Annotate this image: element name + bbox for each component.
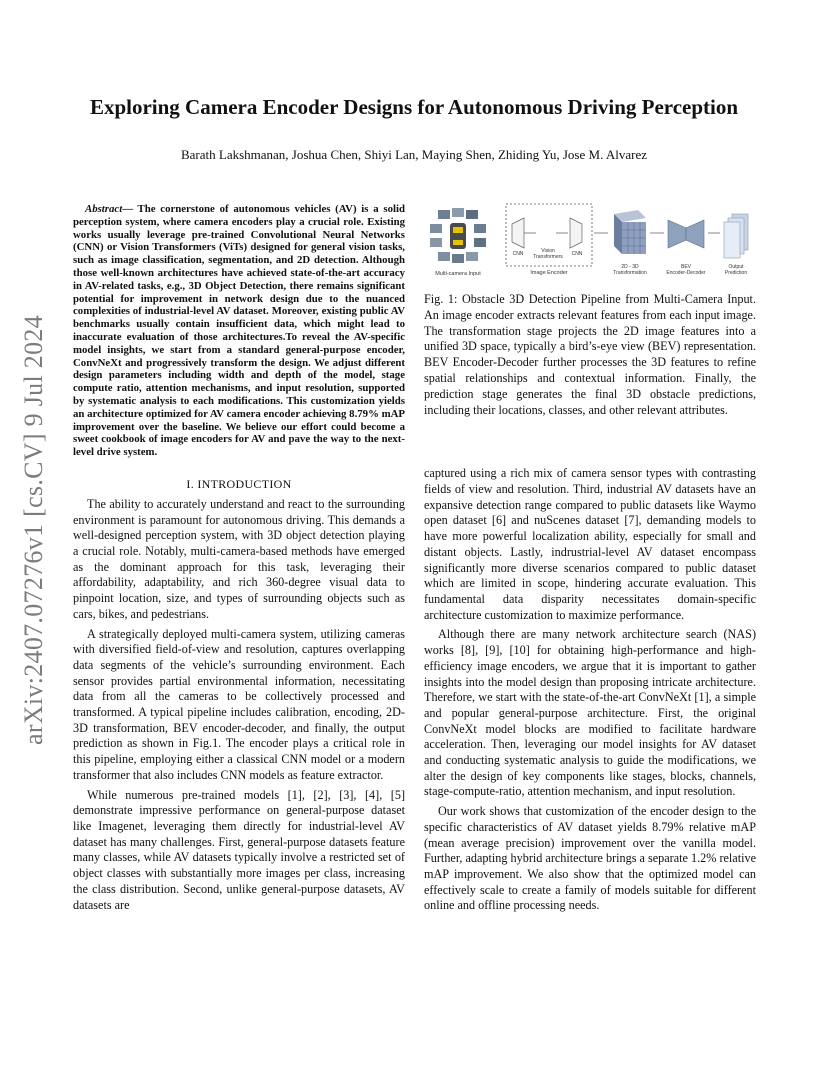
right-column — [424, 200, 756, 914]
abstract-label: Abstract — [85, 203, 123, 215]
label-2d-3d: 2D - 3D — [621, 264, 639, 270]
intro-paragraph-1: The ability to accurately understand and react to the surrounding environment is paramount for autonomous driving. This demands a well-designed perception system, with 3D object detection playing a crucial role. Notably, multi-camera-based methods have emerged as the dominant approach for this task, leveraging their affordability, adaptability, and rich 360-degree visual data to pinpoint location, size, and types of surrounding objects such as cars, bikes, and pedestrians. — [73, 496, 405, 621]
multi-camera-input-image — [430, 208, 486, 263]
abstract — [73, 203, 405, 459]
pipeline-diagram — [424, 200, 756, 284]
label-image-encoder: Image Encoder — [530, 270, 568, 276]
label-multi-camera-input: Multi-camera Input — [435, 271, 481, 277]
intro-paragraph-3: While numerous pre-trained models [1], [2], [3], [4], [5] demonstrate impressive performance on general-purpose dataset like Imagenet, leveraging them directly for industrial-level AV dataset has many challenges. First, general-purpose datasets feature many classes, while AV datasets typically involve a restricted set of object classes with substantially more images per class, increasing the class distribution. Second, unlike general-purpose datasets, AV datasets are — [73, 787, 405, 912]
transformation-cube — [614, 210, 646, 254]
bev-decoder-shape — [686, 220, 704, 248]
label-cnn-2: CNN — [571, 251, 583, 257]
right-paragraph-2: Although there are many network architecture search (NAS) works [8], [9], [10] for obtaining high-performance and high-efficiency image encoders, we argue that it is important to gather insights into the model design than proposing intricate architecture. Therefore, we start with the state-of-the-art ConvNeXt [1], a simple and popular general-purpose architecture. First, the original ConvNeXt model blocks are modified to facilitate hardware acceleration. Then, leveraging our model insights for AV dataset and conducting systematic analysis to guide the modifications, we alter the design of key components like stages, blocks, channels, stage-compute-ratio, attention mechanism, and input resolution. — [424, 627, 756, 799]
cnn-block-2 — [570, 218, 582, 248]
label-output: Output — [728, 264, 744, 270]
figure-caption: Fig. 1: Obstacle 3D Detection Pipeline from Multi-Camera Input. An image encoder extracts relevant features from each input image. The transformation stage projects the 2D image features into a unified 3D space, typically a bird’s-eye view (BEV) representation. BEV Encoder-Decoder further processes the 3D features to refine spatial relationships and contextual information. Finally, the prediction stage generates the final 3D obstacle predictions, including their locations, classes, and other relevant attributes. — [424, 292, 756, 417]
label-transformation: Transformation — [613, 270, 647, 276]
bev-encoder-shape — [668, 220, 686, 248]
label-prediction: Prediction — [724, 270, 748, 276]
label-encoder-decoder: Encoder-Decoder — [666, 270, 706, 276]
figure-pipeline — [424, 200, 756, 284]
cnn-block-1 — [512, 218, 524, 248]
right-paragraph-3: Our work shows that customization of the encoder design to the specific characteristics of AV dataset yields 8.79% relative mAP (mean average precision) improvement over the vanilla model. Further, adapting hybrid architecture brings a separate 1.2% relative mAP improvement. We also show that the optimized model can effectively scale to create a family of models suitable for different online and offline processing needs. — [424, 804, 756, 913]
arxiv-id: arXiv:2407.07276v1 [cs.CV] 9 Jul 2024 — [19, 315, 48, 745]
arxiv-watermark — [14, 300, 54, 760]
author-list: Barath Lakshmanan, Joshua Chen, Shiyi Lan, Maying Shen, Zhiding Yu, Jose M. Alvarez — [180, 147, 647, 162]
right-paragraph-1: captured using a rich mix of camera sensor types with contrasting fields of view and resolution. Third, industrial AV datasets have an expansive detection range compared to public datasets like Waymo open dataset [6] and nuScenes dataset [7], demanding models to have more powerful localization ability, especially for small and distant objects. Lastly, indrustrial-level AV dataset encompass significantly more diverse scenarios compared to public dataset which are limited in scope, hindering accurate evaluation. This fundamental data disparity necessitates domain-specific architecture customization to maximize performance. — [424, 466, 756, 622]
left-column — [73, 203, 405, 913]
output-prediction-stack — [724, 214, 748, 258]
label-bev: BEV — [680, 264, 692, 270]
label-cnn-1: CNN — [512, 251, 524, 257]
abstract-text: — The cornerstone of autonomous vehicles (AV) is a solid perception system, where camera encoders play a crucial role. Existing works usually leverage pre-trained Convolutional Neural Networks (CNN) or Vision Transformers (ViTs) designed for general vision tasks, such as image classification, segmentation, and 2D detection. Although those well-known architectures have achieved state-of-the-art accuracy in AV-related tasks, e.g., 3D Object Detection, there remains significant potential for improvement in network design due to the nuanced complexities of industrial-level AV dataset. Moreover, existing public AV benchmarks usually contain insufficient data, which might lead to inaccurate evaluation of those architectures.To reveal the AV-specific model insights, we start from a standard general-purpose encoder, ConvNeXt and progressively transform the design. We adjust different design parameters including width and depth of the model, stage compute ratio, attention mechanisms, and input resolution, supported by systematic analysis to each modifications. This customization yields an architecture optimized for AV camera encoder achieving 8.79% mAP improvement over the baseline. We believe our effort could become a sweet cookbook of image encoders for AV and pave the way to the next-level drive system. — [73, 203, 405, 459]
label-transformers: Transformers — [533, 254, 563, 260]
label-vision: Vision — [541, 248, 555, 254]
paper-title: Exploring Camera Encoder Designs for Autonomous Driving Perception — [89, 95, 739, 119]
section-title-introduction: I. INTRODUCTION — [186, 476, 292, 491]
intro-paragraph-2: A strategically deployed multi-camera system, utilizing cameras with diversified field-of-view and resolution, captures overlapping data segments of the vehicle’s surrounding environment. Each sensor provides partial environmental information, necessitating data from all the cameras to be collectively processed and transformed. A typical pipeline includes calibration, encoding, 2D-3D transformation, BEV encoder-decoder, and finally, the output prediction as shown in Fig.1. The encoder plays a critical role in this pipeline, employing either a classical CNN model or a modern transformer that also includes CNN models as feature extractor. — [73, 626, 405, 782]
